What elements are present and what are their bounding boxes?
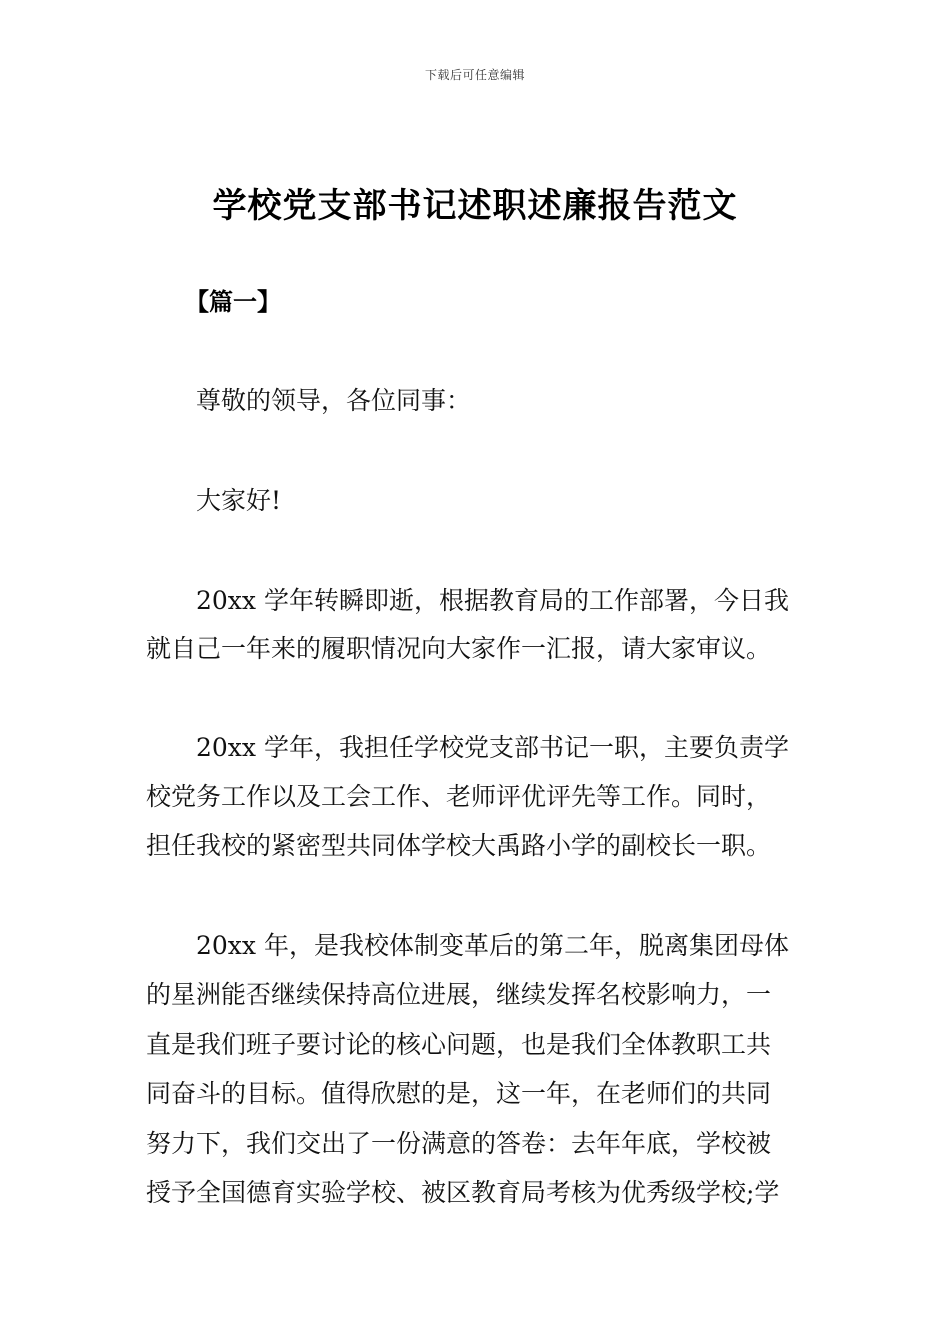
paragraph-line: 授予全国德育实验学校、被区教育局考核为优秀级学校;学: [146, 1178, 780, 1207]
header-note: 下载后可任意编辑: [424, 68, 525, 82]
paragraph-line: 的星洲能否继续保持高位进展，继续发挥名校影响力，一: [146, 980, 772, 1009]
paragraph-line: 校党务工作以及工会工作、老师评优评先等工作。同时，: [146, 782, 772, 811]
paragraph-line: 20xx 年，是我校体制变革后的第二年，脱离集团母体: [196, 931, 789, 960]
paragraph-line: 20xx 学年，我担任学校党支部书记一职，主要负责学: [196, 733, 789, 762]
paragraph-line: 20xx 学年转瞬即逝，根据教育局的工作部署，今日我: [196, 586, 789, 615]
greeting: 大家好!: [196, 486, 282, 515]
paragraph-line: 直是我们班子要讨论的核心问题，也是我们全体教职工共: [146, 1030, 772, 1059]
salutation: 尊敬的领导，各位同事：: [196, 386, 472, 415]
document-title: 学校党支部书记述职述廉报告范文: [212, 186, 738, 226]
paragraph-line: 就自己一年来的履职情况向大家作一汇报，请大家审议。: [146, 634, 772, 663]
paragraph-line: 同奋斗的目标。值得欣慰的是，这一年，在老师们的共同: [146, 1079, 772, 1108]
paragraph-line: 担任我校的紧密型共同体学校大禹路小学的副校长一职。: [146, 831, 772, 860]
section-label: 【篇一】: [185, 287, 281, 316]
paragraph-line: 努力下，我们交出了一份满意的答卷：去年年底，学校被: [146, 1129, 772, 1158]
